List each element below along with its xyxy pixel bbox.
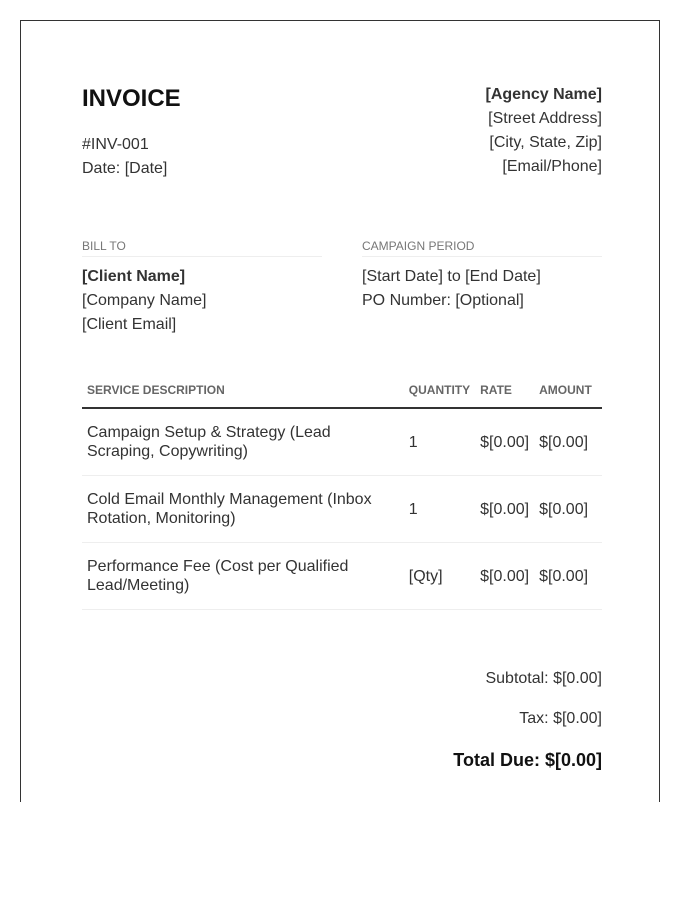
row-quantity: 1 bbox=[404, 408, 475, 476]
subtotal: Subtotal: $[0.00] bbox=[485, 670, 602, 687]
agency-street: [Street Address] bbox=[488, 110, 602, 127]
invoice-number: #INV-001 bbox=[82, 136, 149, 153]
row-description: Campaign Setup & Strategy (Lead Scraping, Copywriting) bbox=[82, 408, 404, 476]
row-quantity: [Qty] bbox=[404, 543, 475, 610]
agency-city: [City, State, Zip] bbox=[489, 134, 602, 151]
table-row bbox=[82, 408, 602, 476]
client-email: [Client Email] bbox=[82, 316, 177, 333]
header-rate: RATE bbox=[475, 377, 534, 408]
tax: Tax: $[0.00] bbox=[519, 710, 602, 727]
bill-to-section bbox=[82, 239, 322, 337]
row-amount: $[0.00] bbox=[534, 476, 602, 543]
agency-info bbox=[486, 83, 602, 179]
row-rate: $[0.00] bbox=[475, 476, 534, 543]
campaign-dates: [Start Date] to [End Date] bbox=[362, 268, 541, 285]
campaign-period-label: CAMPAIGN PERIOD bbox=[362, 239, 602, 257]
header-description: SERVICE DESCRIPTION bbox=[82, 377, 404, 408]
line-items-table bbox=[82, 377, 602, 610]
bill-to-label: BILL TO bbox=[82, 239, 322, 257]
totals-section bbox=[302, 669, 602, 771]
po-number: PO Number: [Optional] bbox=[362, 292, 524, 309]
table-row bbox=[82, 543, 602, 610]
row-rate: $[0.00] bbox=[475, 408, 534, 476]
row-description: Performance Fee (Cost per Qualified Lead/Meeting) bbox=[82, 543, 404, 610]
invoice-date: Date: [Date] bbox=[82, 160, 168, 177]
row-amount: $[0.00] bbox=[534, 408, 602, 476]
campaign-period-section bbox=[362, 239, 602, 313]
agency-name: [Agency Name] bbox=[485, 86, 602, 103]
total-due: Total Due: $[0.00] bbox=[453, 750, 602, 770]
table-row bbox=[82, 476, 602, 543]
client-name: [Client Name] bbox=[82, 268, 186, 285]
invoice-page bbox=[20, 20, 660, 802]
header-amount: AMOUNT bbox=[534, 377, 602, 408]
row-amount: $[0.00] bbox=[534, 543, 602, 610]
row-quantity: 1 bbox=[404, 476, 475, 543]
invoice-title: INVOICE bbox=[82, 85, 181, 112]
row-rate: $[0.00] bbox=[475, 543, 534, 610]
client-company: [Company Name] bbox=[82, 292, 207, 309]
table-header-row bbox=[82, 377, 602, 408]
agency-contact: [Email/Phone] bbox=[502, 158, 602, 175]
row-description: Cold Email Monthly Management (Inbox Rotation, Monitoring) bbox=[82, 476, 404, 543]
header-quantity: QUANTITY bbox=[404, 377, 475, 408]
